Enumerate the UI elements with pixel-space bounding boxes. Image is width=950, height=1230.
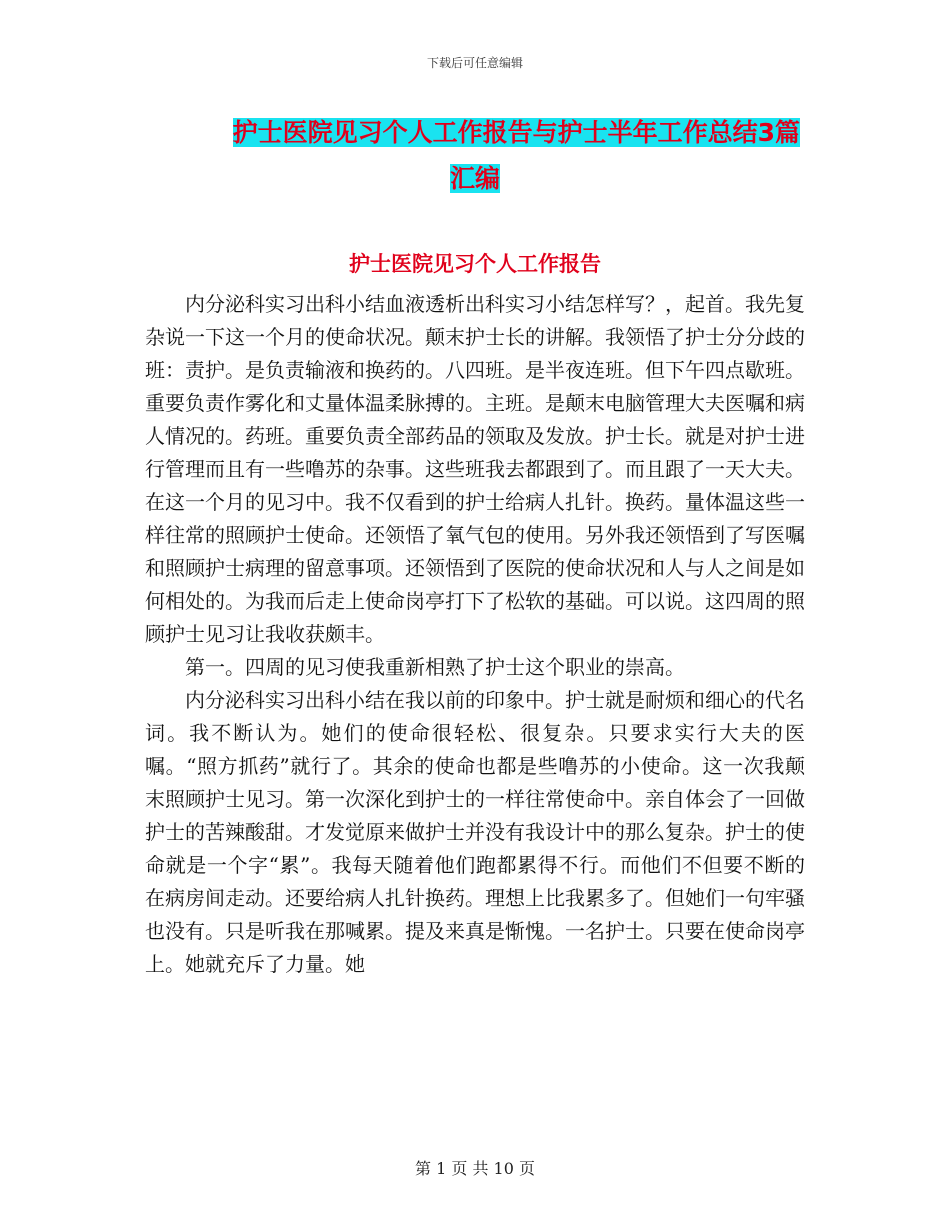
page-footer: 第 1 页 共 10 页 bbox=[415, 1159, 535, 1178]
document-title-line-1: 护士医院见习个人工作报告与护士半年工作总结3篇 bbox=[232, 118, 800, 147]
body-paragraph: 内分泌科实习出科小结血液透析出科实习小结怎样写？，起首。我先复杂说一下这一个月的使命状况。颠末护士长的讲解。我领悟了护士分分歧的班：责护。是负责输液和换药的。八四班。是半夜连班。但下午四点歇班。重要负责作雾化和丈量体温柔脉搏的。主班。是颠末电脑管理大夫医嘱和病人情况的。药班。重要负责全部药品的领取及发放。护士长。就是对护士进行管理而且有一些噜苏的杂事。这些班我去都跟到了。而且跟了一天大夫。在这一个月的见习中。我不仅看到的护士给病人扎针。换药。量体温这些一样往常的照顾护士使命。还领悟了氧气包的使用。另外我还领悟到了写医嘱和照顾护士病理的留意事项。还领悟到了医院的使命状况和人与人之间是如何相处的。为我而后走上使命岗亭打下了松软的基础。可以说。这四周的照顾护士见习让我收获颇丰。 bbox=[145, 292, 805, 646]
document-title bbox=[150, 110, 800, 202]
document-title-line-2: 汇编 bbox=[449, 164, 500, 193]
body-paragraph: 第一。四周的见习使我重新相熟了护士这个职业的崇高。 bbox=[185, 655, 685, 679]
page-header-note: 下载后可任意编辑 bbox=[426, 56, 523, 70]
document-body bbox=[145, 288, 805, 981]
section-title: 护士医院见习个人工作报告 bbox=[349, 252, 601, 276]
body-paragraph: 内分泌科实习出科小结在我以前的印象中。护士就是耐烦和细心的代名词。我不断认为。她们的使命很轻松、很复杂。只要求实行大夫的医嘱。“照方抓药”就行了。其余的使命也都是些噜苏的小使命。这一次我颠末照顾护士见习。第一次深化到护士的一样往常使命中。亲自体会了一回做护士的苦辣酸甜。才发觉原来做护士并没有我设计中的那么复杂。护士的使命就是一个字“累”。我每天随着他们跑都累得不行。而他们不但要不断的在病房间走动。还要给病人扎针换药。理想上比我累多了。但她们一句牢骚也没有。只是听我在那喊累。提及来真是惭愧。一名护士。只要在使命岗亭上。她就充斥了力量。她 bbox=[145, 688, 805, 976]
